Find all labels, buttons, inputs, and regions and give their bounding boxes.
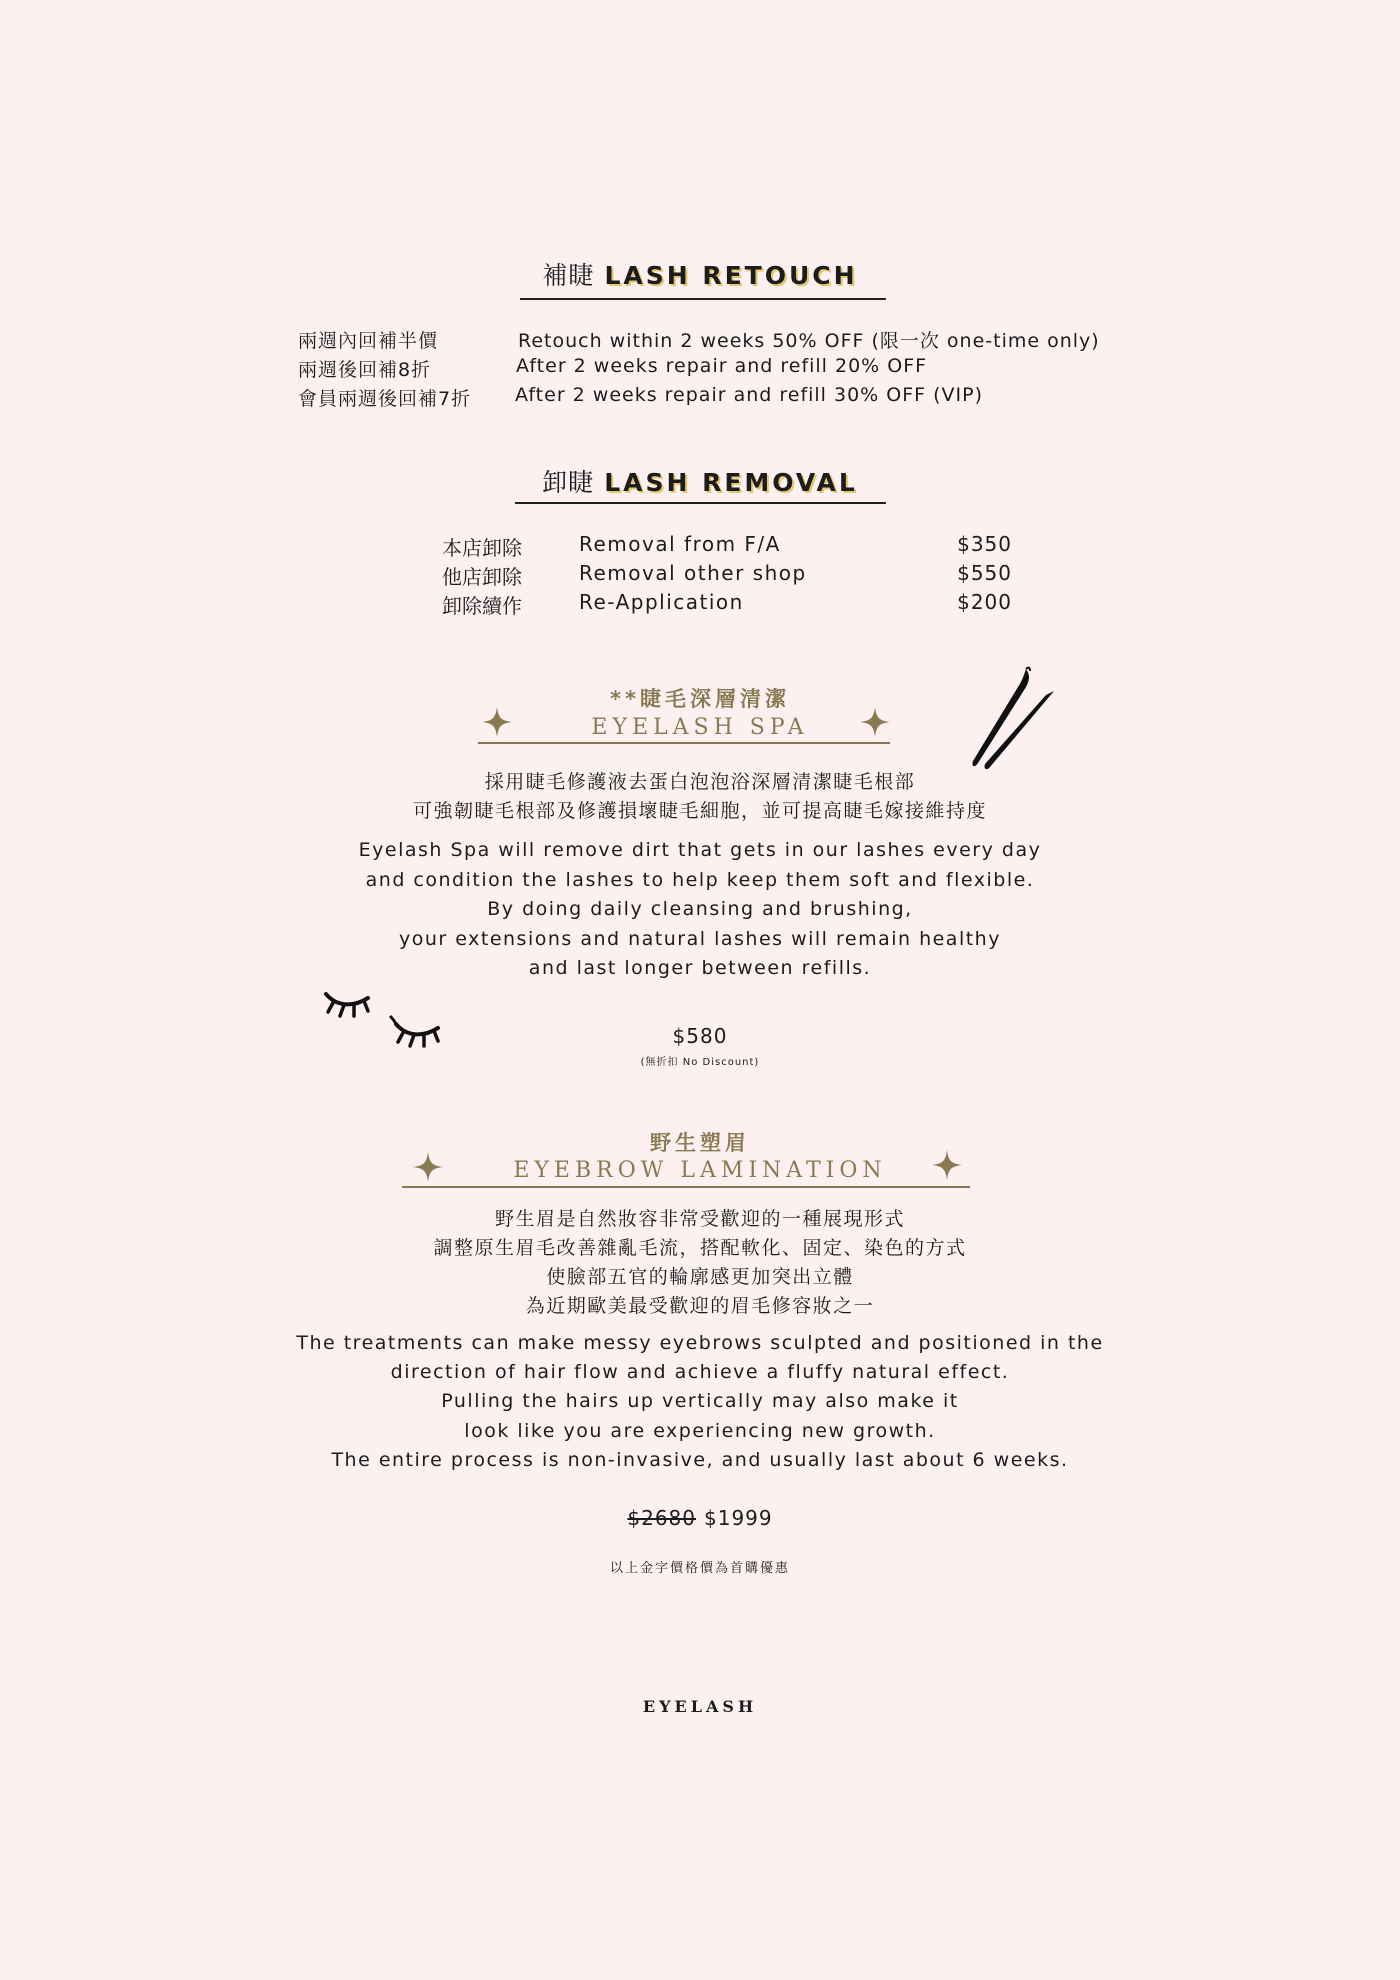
brow-divider	[402, 1186, 970, 1188]
retouch-title-en: LASH RETOUCH	[604, 261, 858, 290]
brow-title-zh: 野生塑眉	[650, 1131, 750, 1155]
removal-item-price: $350	[957, 532, 1012, 556]
spa-desc-zh-line: 採用睫毛修護液去蛋白泡泡浴深層清潔睫毛根部	[484, 771, 916, 793]
footer-brand: EYELASH	[642, 1697, 758, 1716]
brow-desc-zh-line: 使臉部五官的輪廓感更加突出立體	[546, 1266, 854, 1288]
spa-divider	[478, 742, 890, 744]
brow-desc-en-line: look like you are experiencing new growth.	[464, 1419, 936, 1442]
brow-description-en	[0, 1329, 1400, 1475]
spa-price: $580	[672, 1024, 728, 1048]
brow-price-note: 以上金字價格價為首購優惠	[609, 1561, 790, 1576]
retouch-row	[298, 384, 471, 411]
retouch-row-en: Retouch within 2 weeks 50% OFF (限一次 one-time only)	[518, 330, 1100, 352]
spa-description-zh	[0, 768, 1400, 826]
retouch-divider	[520, 298, 886, 300]
spa-desc-zh-line: 可強韌睫毛根部及修護損壞睫毛細胞，並可提高睫毛嫁接維持度	[412, 800, 987, 822]
retouch-row-en: After 2 weeks repair and refill 30% OFF (VIP)	[515, 384, 984, 406]
removal-title-zh: 卸睫	[542, 468, 595, 497]
spa-desc-en-line: your extensions and natural lashes will remain healthy	[399, 927, 1001, 950]
brow-description-zh	[0, 1205, 1400, 1321]
spa-title-en: EYELASH SPA	[591, 715, 809, 740]
removal-item-zh: 本店卸除	[442, 536, 522, 560]
brow-new-price: $1999	[704, 1506, 773, 1530]
retouch-title	[0, 256, 1400, 292]
removal-item-price: $200	[957, 590, 1012, 614]
retouch-row	[515, 384, 983, 406]
spa-desc-en-line: and condition the lashes to help keep them soft and flexible.	[365, 868, 1035, 891]
retouch-row	[298, 355, 431, 382]
removal-item-en: Re-Application	[579, 590, 744, 614]
brow-desc-zh-line: 野生眉是自然妝容非常受歡迎的一種展現形式	[494, 1208, 905, 1230]
brow-price	[0, 1506, 1400, 1530]
removal-item-zh: 他店卸除	[442, 565, 522, 589]
removal-divider	[515, 502, 886, 504]
brow-desc-zh-line: 調整原生眉毛改善雜亂毛流，搭配軟化、固定、染色的方式	[433, 1237, 967, 1259]
brow-title-en: EYEBROW LAMINATION	[513, 1158, 887, 1183]
removal-item-price: $550	[957, 561, 1012, 585]
removal-title-en: LASH REMOVAL	[604, 468, 858, 497]
retouch-row	[516, 355, 927, 377]
brow-desc-en-line: The entire process is non-invasive, and usually last about 6 weeks.	[331, 1448, 1069, 1471]
spa-title-zh: **睫毛深層清潔	[610, 687, 790, 711]
sparkle-icon	[482, 707, 512, 737]
removal-item-en: Removal from F/A	[579, 532, 781, 556]
tweezers-icon	[968, 665, 1056, 771]
retouch-row-zh: 兩週內回補半價	[298, 330, 439, 352]
sparkle-icon	[413, 1152, 443, 1182]
spa-desc-en-line: Eyelash Spa will remove dirt that gets in our lashes every day	[358, 839, 1042, 861]
brow-old-price: $2680	[627, 1506, 696, 1530]
retouch-row-zh: 會員兩週後回補7折	[298, 388, 472, 410]
spa-price-note: (無折扣 No Discount)	[640, 1057, 760, 1068]
sparkle-icon	[932, 1150, 962, 1180]
spa-desc-en-line: By doing daily cleansing and brushing,	[487, 898, 913, 920]
brow-desc-en-line: direction of hair flow and achieve a fluffy natural effect.	[390, 1361, 1010, 1384]
spa-description-en	[0, 836, 1400, 984]
retouch-row	[298, 326, 438, 353]
retouch-title-zh: 補睫	[542, 261, 595, 290]
sparkle-icon	[860, 707, 890, 737]
retouch-row-zh: 兩週後回補8折	[298, 359, 432, 381]
brow-desc-en-line: Pulling the hairs up vertically may also make it	[441, 1390, 959, 1413]
retouch-row	[518, 326, 1100, 353]
spa-desc-en-line: and last longer between refills.	[528, 957, 872, 979]
removal-title	[0, 463, 1400, 499]
brow-desc-zh-line: 為近期歐美最受歡迎的眉毛修容妝之一	[525, 1295, 875, 1317]
removal-item-en: Removal other shop	[579, 561, 807, 585]
brow-desc-en-line: The treatments can make messy eyebrows sculpted and positioned in the	[296, 1332, 1104, 1354]
removal-item-zh: 卸除續作	[442, 594, 522, 618]
retouch-row-en: After 2 weeks repair and refill 20% OFF	[516, 355, 928, 377]
